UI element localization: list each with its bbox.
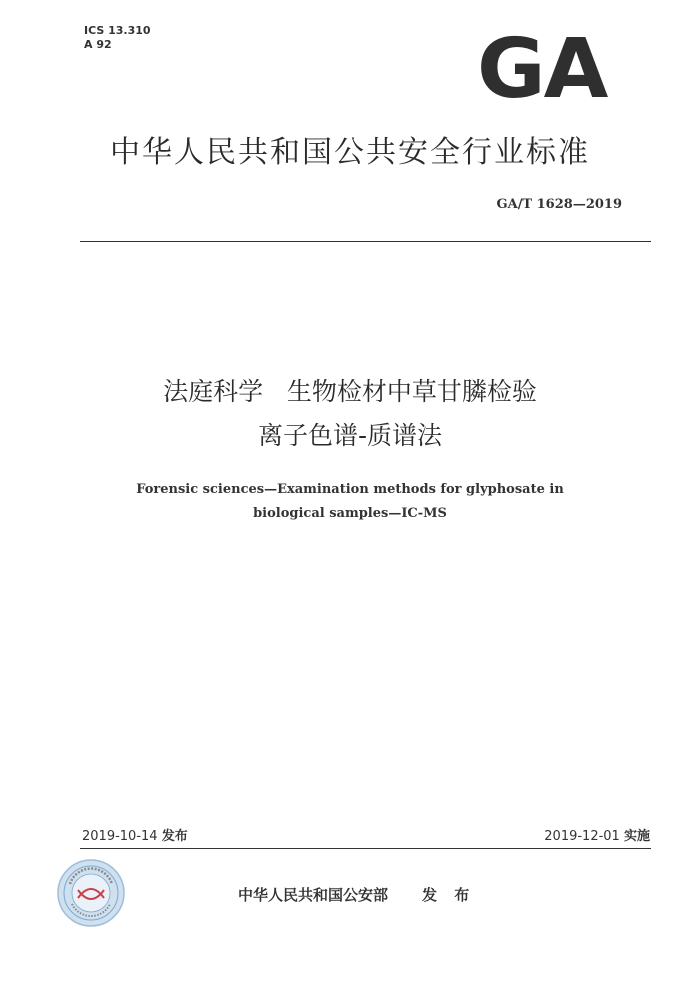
classification-codes (84, 24, 151, 52)
seal-stamp-icon (56, 858, 126, 928)
issue-label: 发布 (161, 829, 188, 844)
implement-date: 2019-12-01 (544, 829, 620, 844)
implement-date-block (544, 825, 650, 844)
english-title-line-2: biological samples—IC-MS (253, 506, 447, 521)
bottom-divider (80, 848, 651, 849)
english-title-line-1: Forensic sciences—Examination methods for glyphosate in (136, 482, 564, 497)
issue-date: 2019-10-14 (82, 829, 158, 844)
top-divider (80, 241, 651, 242)
publisher-name: 中华人民共和国公安部 (238, 886, 389, 904)
ga-logo: GA (477, 22, 607, 117)
publisher-block (238, 884, 475, 905)
implement-label: 实施 (623, 829, 650, 844)
chinese-title-line-1: 法庭科学 生物检材中草甘膦检验 (163, 377, 537, 406)
standard-series-title: 中华人民共和国公共安全行业标准 (110, 135, 590, 170)
issue-date-block (82, 825, 188, 844)
chinese-title-line-2: 离子色谱-质谱法 (257, 421, 443, 450)
ccs-code: A 92 (84, 38, 112, 51)
publisher-label: 发 布 (422, 886, 476, 904)
standard-code: GA/T 1628—2019 (496, 197, 622, 212)
ics-code: ICS 13.310 (84, 24, 151, 37)
